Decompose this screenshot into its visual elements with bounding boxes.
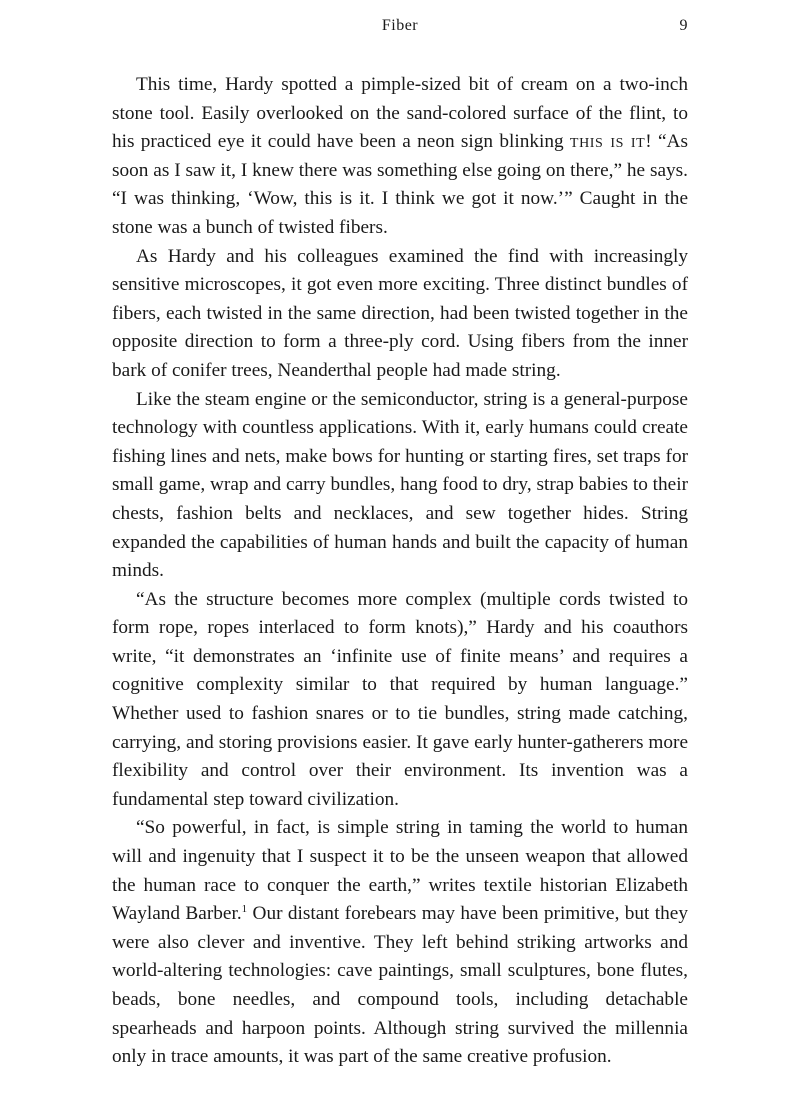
chapter-title: Fiber [381, 17, 419, 34]
body-text [112, 71, 688, 1072]
footnote-marker: 1 [241, 903, 248, 916]
paragraph-1 [112, 71, 688, 243]
paragraph-2: As Hardy and his colleagues examined the find with increasingly sensitive microscopes, it got even more exciting. Three distinct bundles of fibers, each twisted in the same direction, had been twisted together in the opposite direction to form a three-ply cord. Using fibers from the inner bark of conifer trees, Neanderthal people had made string. [112, 245, 688, 381]
page-number: 9 [679, 17, 688, 34]
paragraph-1-text-b: ! “As soon as I saw it, I knew there was something else going on there,” he says. “I was thinking, ‘Wow, this is it. I think we got it now.’” Caught in the stone was a bunch of twisted fibers. [112, 131, 688, 238]
paragraph-5 [112, 814, 688, 1071]
paragraph-5-text-b: Our distant forebears may have been primitive, but they were also clever and inventive. They left behind striking artworks and world-altering technologies: cave paintings, small sculptures, bone flutes, beads, bone needles, and compound tools, including detachable spearheads and harpoon points. Although string survived the millennia only in trace amounts, it was part of the same creative profusion. [112, 903, 688, 1068]
paragraph-5-text-a: “So powerful, in fact, is simple string in taming the world to human will and ingenuity that I suspect it to be the unseen weapon that allowed the human race to conquer the earth,” writes textile historian Elizabeth Wayland Barber. [112, 817, 688, 925]
small-caps-sign-text: this is it [569, 131, 646, 153]
paragraph-4: “As the structure becomes more complex (multiple cords twisted to form rope, ropes interlaced to form knots),” Hardy and his coauthors write, “it demonstrates an ‘infinite use of finite means’ and requires a cognitive complexity similar to that required by human language.” Whether used to fashion snares or to tie bundles, string made catching, carrying, and storing provisions easier. It gave early hunter-gatherers more flexibility and control over their environment. Its invention was a fundamental step toward civilization. [112, 588, 688, 810]
running-head [0, 17, 800, 39]
paragraph-1-text-a: This time, Hardy spotted a pimple-sized bit of cream on a two-inch stone tool. Easily overlooked on the sand-colored surface of the flint, to his practiced eye it could have been a neon sign blinking [112, 74, 688, 153]
paragraph-3: Like the steam engine or the semiconductor, string is a general-purpose technology with countless applications. With it, early humans could create fishing lines and nets, make bows for hunting or starting fires, set traps for small game, wrap and carry bundles, hang food to dry, strap babies to their chests, fashion belts and necklaces, and sew together hides. String expanded the capabilities of human hands and built the capacity of human minds. [112, 388, 688, 582]
